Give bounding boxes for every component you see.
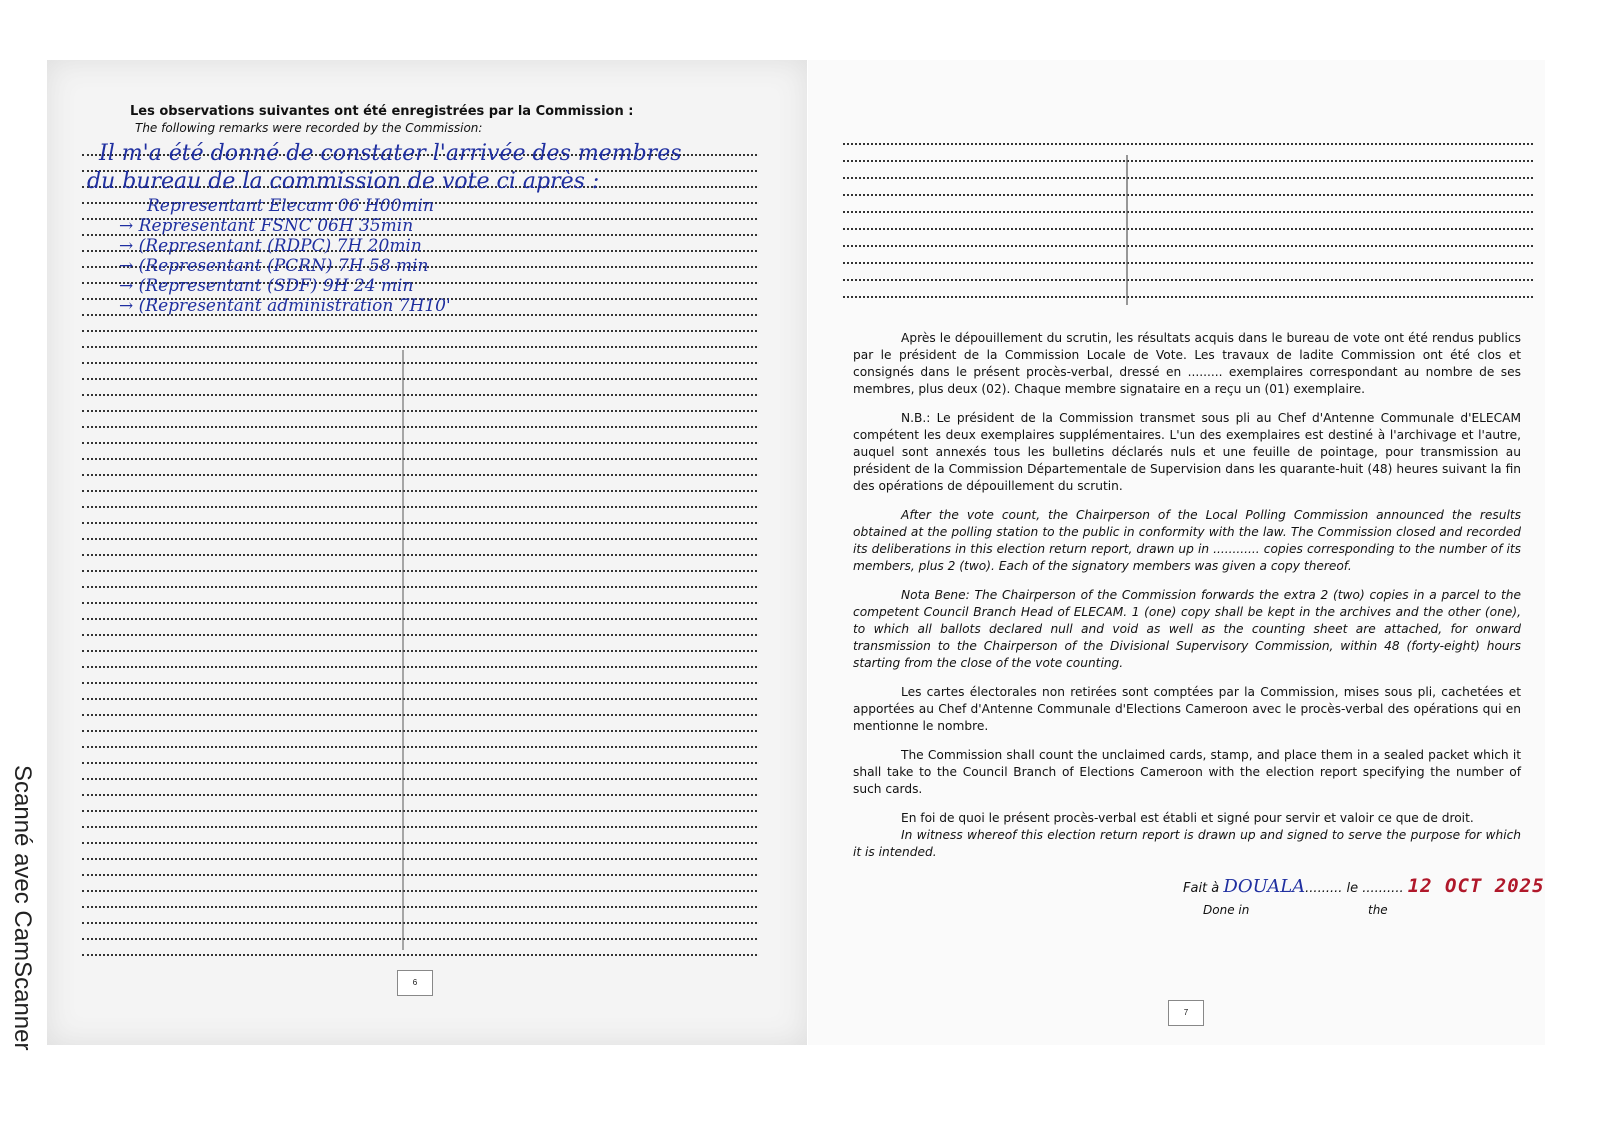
dotted-rule <box>82 732 757 748</box>
dotted-rule <box>82 828 757 844</box>
dotted-rule <box>82 700 757 716</box>
paragraph: After the vote count, the Chairperson of the Local Polling Commission announced the results obtained at the polling station to the public in conformity with the law. The Commission closed and recorded its deliberations in this election return report, drawn up in ............ copies corresponding to the number of its members, plus 2 (two). Each of the signatory members was given a copy thereof. <box>853 508 1521 573</box>
dotted-rule <box>82 796 757 812</box>
dotted-rule <box>82 348 757 364</box>
camscanner-watermark: Scanné avec CamScanner <box>9 765 36 1051</box>
dotted-rule <box>82 604 757 620</box>
handwritten-line: → (Representant (RDPC) 7H 20min <box>119 236 422 256</box>
paragraph: The Commission shall count the unclaimed cards, stamp, and place them in a sealed packet which it shall take to the Council Branch of Elections Cameroon with the election report specifying the number of such cards. <box>853 748 1521 796</box>
done-in-label: Done in <box>1203 903 1250 917</box>
handwritten-line: Representant Elecam 06 H00min <box>147 196 434 216</box>
dotted-rule <box>843 179 1533 196</box>
dotted-rule <box>843 162 1533 179</box>
paragraph: In witness whereof this election return report is drawn up and signed to serve the purpose for which it is intended. <box>853 828 1521 859</box>
dotted-rule <box>82 508 757 524</box>
dotted-rule <box>82 364 757 380</box>
dotted-rule <box>843 145 1533 162</box>
handwritten-line: du bureau de la commission de vote ci après : <box>87 169 600 194</box>
dotted-rule <box>843 196 1533 213</box>
dotted-rule <box>82 556 757 572</box>
fait-a-label: Fait à <box>1183 881 1220 896</box>
dotted-rule <box>82 684 757 700</box>
dotted-rule <box>82 524 757 540</box>
le-label: le <box>1346 881 1359 896</box>
pencil-line <box>1126 155 1128 305</box>
dotted-rule <box>82 652 757 668</box>
handwritten-line: → (Representant (SDF) 9H 24 min <box>119 276 414 296</box>
page-number: 6 <box>397 970 433 996</box>
dotted-rule <box>843 281 1533 298</box>
dotted-rule <box>82 316 757 332</box>
left-page <box>47 60 807 1045</box>
signature-block: Fait à DOUALA......... le .......... 12 OCT 2025 Done in the <box>1183 875 1545 917</box>
dotted-rule <box>82 892 757 908</box>
dotted-rule <box>843 128 1533 145</box>
dotted-rule <box>82 780 757 796</box>
dotted-rule <box>82 396 757 412</box>
dotted-rule <box>82 460 757 476</box>
paragraph: N.B.: Le président de la Commission transmet sous pli au Chef d'Antenne Communale d'ELECAM compétent les deux exemplaires supplémentaires. L'un des exemplaires est destiné à l'archivage et l'autre, auquel sont annexés tous les bulletins déclarés nuls et une feuille de pointage, pour transmission au président de la Commission Départementale de Supervision dans les quarante-huit (48) heures suivant la fin des opérations de dépouillement du scrutin. <box>853 411 1521 493</box>
report-text <box>853 330 1545 918</box>
dotted-rule <box>82 492 757 508</box>
handwritten-line: → (Representant (PCRN) 7H 58 min <box>119 256 429 276</box>
dotted-rule <box>82 860 757 876</box>
dotted-rule <box>82 748 757 764</box>
dotted-rule <box>82 572 757 588</box>
dotted-rule <box>82 380 757 396</box>
dotted-rule <box>843 247 1533 264</box>
right-page <box>808 60 1545 1045</box>
the-label: the <box>1368 903 1388 917</box>
dotted-rule <box>82 908 757 924</box>
dotted-rule <box>82 812 757 828</box>
dotted-rule <box>82 412 757 428</box>
handwritten-line: → Representant FSNC 06H 35min <box>119 216 414 236</box>
place-handwritten: DOUALA <box>1223 876 1306 897</box>
dotted-rule <box>82 764 757 780</box>
observations-heading-en: The following remarks were recorded by the Commission: <box>135 121 483 135</box>
observations-heading-fr: Les observations suivantes ont été enregistrées par la Commission : <box>130 104 634 119</box>
paragraph: Les cartes électorales non retirées sont comptées par la Commission, mises sous pli, cachetées et apportées au Chef d'Antenne Communale d'Elections Cameroon avec le procès-verbal des opérations qui en mentionne le nombre. <box>853 685 1521 733</box>
handwritten-line: Il m'a été donné de constater l'arrivée des membres <box>99 141 682 166</box>
dotted-rule <box>82 940 757 956</box>
dotted-rule <box>82 540 757 556</box>
page-number: 7 <box>1168 1000 1204 1026</box>
dotted-rule <box>82 924 757 940</box>
handwritten-line: → (Representant administration 7H10' <box>119 296 451 316</box>
dotted-rule <box>82 428 757 444</box>
dotted-rule <box>843 264 1533 281</box>
dotted-rule <box>82 636 757 652</box>
dotted-rule <box>82 444 757 460</box>
dotted-rule <box>82 668 757 684</box>
paragraph: En foi de quoi le présent procès-verbal est établi et signé pour servir et valoir ce que de droit. <box>901 811 1474 825</box>
dotted-rule <box>82 844 757 860</box>
dotted-rule <box>82 716 757 732</box>
dotted-rule <box>843 213 1533 230</box>
dotted-rule <box>82 332 757 348</box>
handwritten-notes <box>87 140 682 316</box>
paragraph: Nota Bene: The Chairperson of the Commission forwards the extra 2 (two) copies in a parcel to the competent Council Branch Head of ELECAM. 1 (one) copy shall be kept in the archives and the other (one), to which all ballots declared null and void as well as the counting sheet are attached, for onward transmission to the Chairperson of the Divisional Supervisory Commission, within 48 (forty-eight) hours starting from the close of the vote counting. <box>853 588 1521 670</box>
dotted-rule <box>843 230 1533 247</box>
ruled-lines <box>843 128 1533 298</box>
date-stamp: 12 OCT 2025 <box>1407 875 1545 897</box>
dotted-rule <box>82 588 757 604</box>
paragraph: Après le dépouillement du scrutin, les résultats acquis dans le bureau de vote ont été rendus publics par le président de la Commission Locale de Vote. Les travaux de ladite Commission ont été clos et consignés dans le présent procès-verbal, dressé en ......... exemplaires correspondant au nombre de ses membres, plus deux (02). Chaque membre signataire en a reçu un (01) exemplaire. <box>853 331 1521 396</box>
dotted-rule <box>82 476 757 492</box>
dotted-rule <box>82 620 757 636</box>
dotted-rule <box>82 876 757 892</box>
pencil-line <box>402 350 404 950</box>
